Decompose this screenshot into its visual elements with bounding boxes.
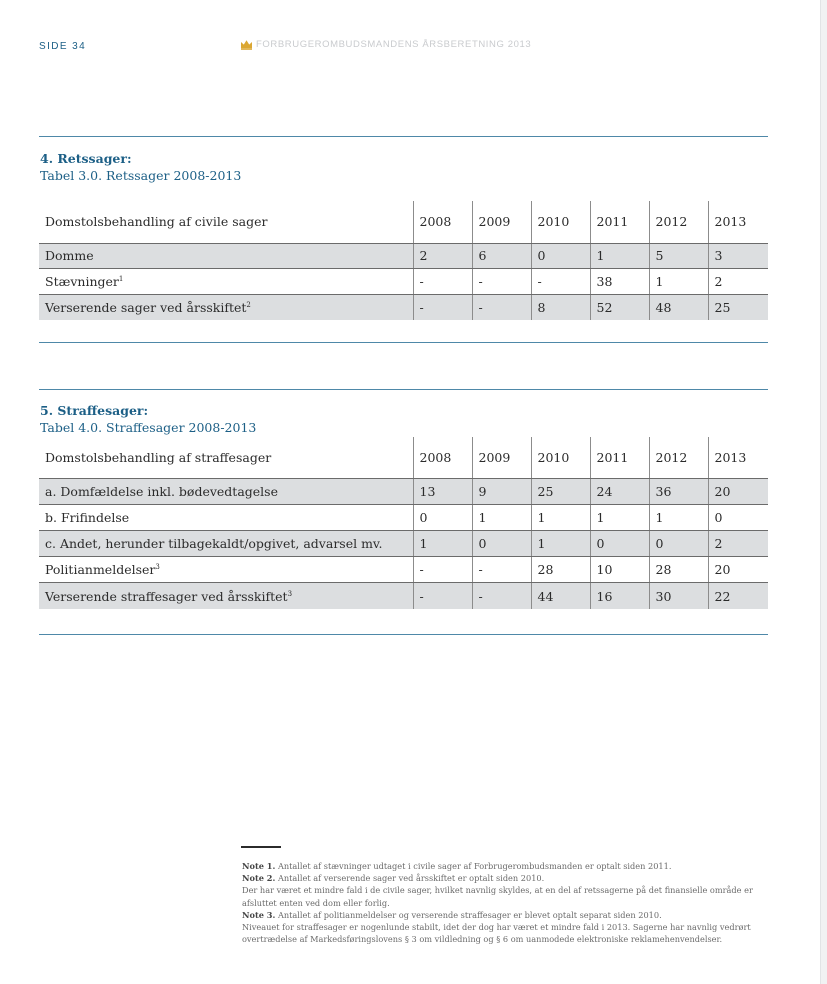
table-row (39, 583, 768, 609)
row-label (39, 530, 413, 556)
running-title: FORBRUGEROMBUDSMANDENS ÅRSBERETNING 2013 (256, 39, 532, 50)
row-label (39, 243, 413, 269)
table-cell: 52 (590, 294, 649, 320)
table-row (39, 557, 768, 583)
footnote-label: Note 3. (242, 909, 276, 920)
row-label-text: c. Andet, herunder tilbagekaldt/opgivet, advarsel mv. (45, 535, 383, 551)
table-row (39, 478, 768, 504)
table-cell: 5 (649, 243, 708, 269)
column-header: 2011 (590, 201, 649, 243)
table-cell: 48 (649, 294, 708, 320)
table-cell: - (472, 583, 531, 609)
table-cell: 36 (649, 478, 708, 504)
row-label-text: Politianmeldelser (45, 562, 156, 578)
civil-cases-table (39, 201, 768, 320)
row-label-text: Verserende sager ved årsskiftet (45, 299, 247, 315)
table-caption: Tabel 3.0. Retssager 2008-2013 (40, 168, 242, 183)
table-cell: 25 (531, 478, 590, 504)
table-header-row (39, 437, 768, 478)
table-cell: 28 (649, 557, 708, 583)
table-cell: 20 (708, 478, 768, 504)
row-label (39, 294, 413, 320)
column-header: 2012 (649, 201, 708, 243)
table-cell: 30 (649, 583, 708, 609)
table-cell: - (531, 269, 590, 295)
table-cell: 0 (472, 530, 531, 556)
footnote-text: Niveauet for straffesager er nogenlunde stabilt, idet der dog har været et mindre fald i 2013. Sagerne har navnlig vedrørt overtrædelse af Markedsføringslovens § 3 om vildledning og § 6 om uanmodede elektroniske reklamehenvendelser. (242, 922, 751, 945)
table-cell: - (472, 294, 531, 320)
table-row (39, 504, 768, 530)
footnote-label: Note 1. (242, 861, 276, 871)
footnote-text: Antallet af politianmeldelser og verserende straffesager er blevet optalt separat siden 2010. (275, 909, 662, 920)
footnotes (242, 860, 772, 945)
table-cell: 16 (590, 583, 649, 609)
table-cell: 1 (649, 504, 708, 530)
table-cell: - (413, 557, 472, 583)
table-row (39, 243, 768, 269)
table-row (39, 269, 768, 295)
table-cell: - (413, 294, 472, 320)
column-header: 2013 (708, 437, 768, 478)
page-number: SIDE 34 (39, 41, 87, 52)
table-cell: 1 (531, 530, 590, 556)
column-header: 2010 (531, 201, 590, 243)
column-header: Domstolsbehandling af straffesager (39, 437, 413, 478)
column-header: 2013 (708, 201, 768, 243)
table-cell: 6 (472, 243, 531, 269)
table-caption: Tabel 4.0. Straffesager 2008-2013 (40, 420, 257, 435)
table-cell: - (472, 269, 531, 295)
row-label (39, 557, 413, 583)
table-cell: 1 (472, 504, 531, 530)
table-cell: 0 (649, 530, 708, 556)
page-edge (820, 0, 827, 984)
table-cell: 13 (413, 478, 472, 504)
table-cell: 1 (413, 530, 472, 556)
column-header: 2012 (649, 437, 708, 478)
row-label (39, 583, 413, 609)
column-header: 2011 (590, 437, 649, 478)
section-rule (39, 342, 768, 343)
footnote-ref: 3 (287, 589, 293, 598)
table-header-row (39, 201, 768, 243)
footnote-text: Der har været et mindre fald i de civile sager, hvilket navnlig skyldes, at en del af retssagerne på det finansielle område er afsluttet enten ved dom eller forlig. (242, 885, 753, 908)
section-rule (39, 136, 768, 137)
footnote-ref: 2 (246, 300, 251, 309)
table-cell: 1 (531, 504, 590, 530)
table-cell: 0 (413, 504, 472, 530)
column-header: 2009 (472, 201, 531, 243)
table-cell: 1 (590, 243, 649, 269)
table-cell: 1 (590, 504, 649, 530)
table-cell: 38 (590, 269, 649, 295)
table-cell: 0 (708, 504, 768, 530)
table-cell: 2 (708, 269, 768, 295)
row-label (39, 504, 413, 530)
column-header: 2010 (531, 437, 590, 478)
footnote (242, 872, 772, 884)
table-cell: 3 (708, 243, 768, 269)
table-cell: 20 (708, 557, 768, 583)
footnote-label: Note 2. (242, 873, 276, 884)
footnote (242, 909, 772, 921)
row-label-text: Verserende straffesager ved årsskiftet (45, 588, 288, 604)
footnote-text: Antallet af stævninger udtaget i civile sager af Forbrugerombudsmanden er optalt siden 2011. (275, 861, 672, 871)
footnote (242, 860, 772, 872)
column-header: Domstolsbehandling af civile sager (39, 201, 413, 243)
section-heading: 5. Straffesager: (40, 403, 149, 418)
table-cell: - (472, 557, 531, 583)
footnote-ref: 1 (118, 275, 124, 284)
footnote-rule (241, 846, 281, 848)
row-label (39, 269, 413, 295)
table-cell: 44 (531, 583, 590, 609)
criminal-cases-table (39, 437, 768, 609)
table-cell: 25 (708, 294, 768, 320)
table-cell: 28 (531, 557, 590, 583)
section-heading: 4. Retssager: (40, 151, 132, 166)
row-label-text: b. Frifindelse (45, 509, 130, 525)
section-rule (39, 389, 768, 390)
table-cell: 1 (649, 269, 708, 295)
table-cell: 2 (413, 243, 472, 269)
table-cell: - (413, 269, 472, 295)
table-cell: 9 (472, 478, 531, 504)
row-label-text: Stævninger (45, 274, 119, 290)
row-label-text: Domme (45, 248, 94, 264)
column-header: 2008 (413, 437, 472, 478)
running-header (240, 39, 531, 50)
table-cell: 24 (590, 478, 649, 504)
table-cell: 2 (708, 530, 768, 556)
table-cell: 8 (531, 294, 590, 320)
table-row (39, 294, 768, 320)
table-cell: 0 (590, 530, 649, 556)
footnote-text: Antallet af verserende sager ved årsskiftet er optalt siden 2010. (275, 873, 545, 884)
crown-icon (240, 39, 253, 50)
table-cell: 22 (708, 583, 768, 609)
row-label (39, 478, 413, 504)
footnote-ref: 3 (155, 563, 160, 572)
column-header: 2008 (413, 201, 472, 243)
table-row (39, 530, 768, 556)
section-rule (39, 634, 768, 635)
table-cell: 10 (590, 557, 649, 583)
table-cell: - (413, 583, 472, 609)
column-header: 2009 (472, 437, 531, 478)
row-label-text: a. Domfældelse inkl. bødevedtagelse (45, 483, 278, 499)
table-cell: 0 (531, 243, 590, 269)
